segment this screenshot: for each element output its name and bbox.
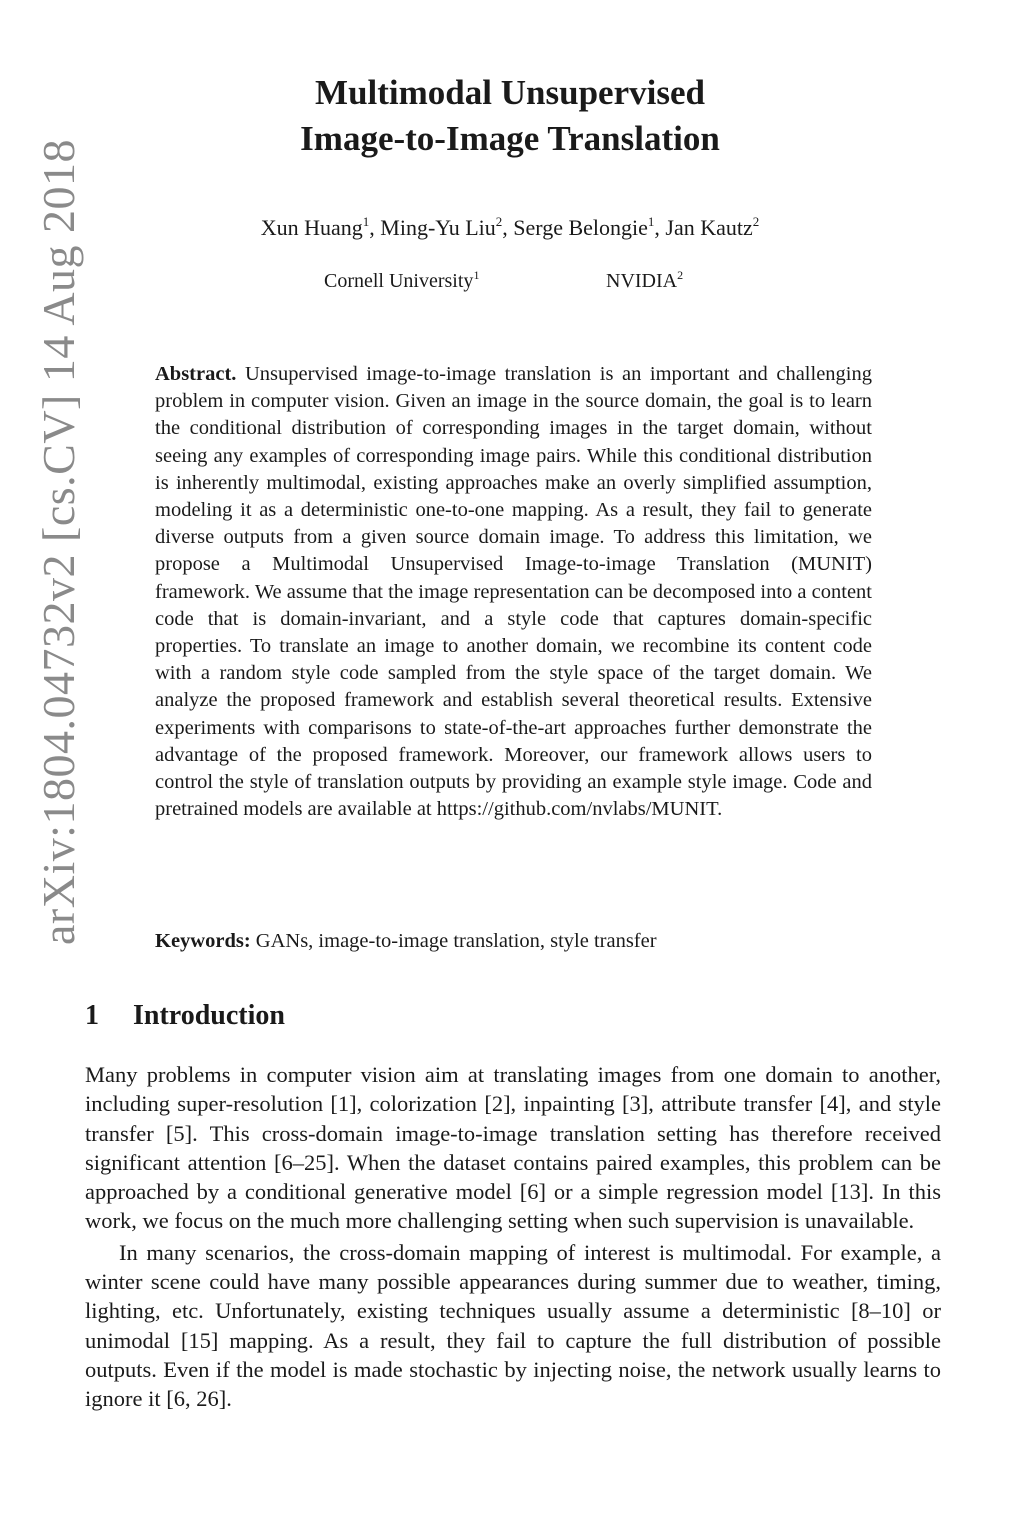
author-list: Xun Huang$^1$, Ming-Yu Liu$^2$, Serge Belongie$^1$, Jan Kautz$^2$ bbox=[260, 214, 760, 240]
affiliation-cornell bbox=[324, 268, 479, 293]
arxiv-identifier-stamp[interactable]: arXiv:1804.04732v2 [cs.CV] 14 Aug 2018 bbox=[33, 138, 84, 945]
author-affil-mark: 2 bbox=[752, 214, 760, 229]
title-line-1: Multimodal Unsupervised bbox=[315, 73, 705, 112]
keywords-text: GANs, image-to-image translation, style transfer bbox=[255, 930, 657, 952]
author-name: Xun Huang bbox=[260, 215, 363, 240]
author-affil-mark: 1 bbox=[362, 214, 370, 229]
keywords-label: Keywords: bbox=[155, 930, 251, 952]
affiliation-mark: 1 bbox=[473, 268, 480, 282]
paragraph: Many problems in computer vision aim at translating images from one domain to another, including super-resolution [1], colorization [2], inpainting [3], attribute transfer [4], and style transfer [5]. This cross-domain image-to-image translation setting has therefore received significant attention [6–25]. When the dataset contains paired examples, this problem can be approached by a conditional generative model [6] or a simple regression model [13]. In this work, we focus on the much more challenging setting when such supervision is unavailable. bbox=[85, 1062, 941, 1234]
affiliation-name: NVIDIA bbox=[606, 270, 678, 292]
abstract-text: Unsupervised image-to-image translation is an important and challenging problem in computer vision. Given an image in the source domain, the goal is to learn the conditional distribution of corresponding images in the target domain, without seeing any examples of corresponding image pairs. While this conditional distribution is inherently multimodal, existing approaches make an overly simplified assumption, modeling it as a deterministic one-to-one mapping. As a result, they fail to generate diverse outputs from a given source domain image. To address this limitation, we propose a Multimodal Unsupervised Image-to-image Translation (MUNIT) framework. We assume that the image representation can be decomposed into a content code that is domain-invariant, and a style code that captures domain-specific properties. To translate an image to another domain, we recombine its content code with a random style code sampled from the style space of the target domain. We analyze the proposed framework and establish several theoretical results. Extensive experiments with comparisons to state-of-the-art approaches further demonstrate the advantage of the proposed framework. Moreover, our framework allows users to control the style of translation outputs by providing an example style image. Code and pretrained models are available at https://github.com/nvlabs/MUNIT. bbox=[155, 363, 872, 821]
section-title: Introduction bbox=[133, 1000, 285, 1031]
introduction-body bbox=[85, 1060, 941, 1414]
title-line-2: Image-to-Image Translation bbox=[300, 119, 720, 158]
affiliation-mark: 2 bbox=[677, 268, 684, 282]
abstract-label: Abstract. bbox=[155, 363, 237, 385]
author-affil-mark: 2 bbox=[495, 214, 503, 229]
keywords bbox=[155, 928, 872, 955]
affiliation-nvidia bbox=[606, 268, 683, 293]
author-name: Ming-Yu Liu bbox=[380, 215, 496, 240]
author-name: Serge Belongie bbox=[513, 215, 648, 240]
section-number: 1 bbox=[85, 1000, 99, 1031]
paper-title bbox=[150, 70, 870, 162]
section-heading bbox=[85, 1000, 285, 1032]
author-name: Jan Kautz bbox=[665, 215, 753, 240]
paragraph: In many scenarios, the cross-domain mapping of interest is multimodal. For example, a winter scene could have many possible appearances during summer due to weather, timing, lighting, etc. Unfortunately, existing techniques usually assume a deterministic [8–10] or unimodal [15] mapping. As a result, they fail to capture the full distribution of possible outputs. Even if the model is made stochastic by injecting noise, the network usually learns to ignore it [6, 26]. bbox=[85, 1239, 941, 1412]
affiliation-name: Cornell University bbox=[324, 270, 474, 292]
abstract bbox=[155, 361, 872, 823]
author-affil-mark: 1 bbox=[647, 214, 655, 229]
